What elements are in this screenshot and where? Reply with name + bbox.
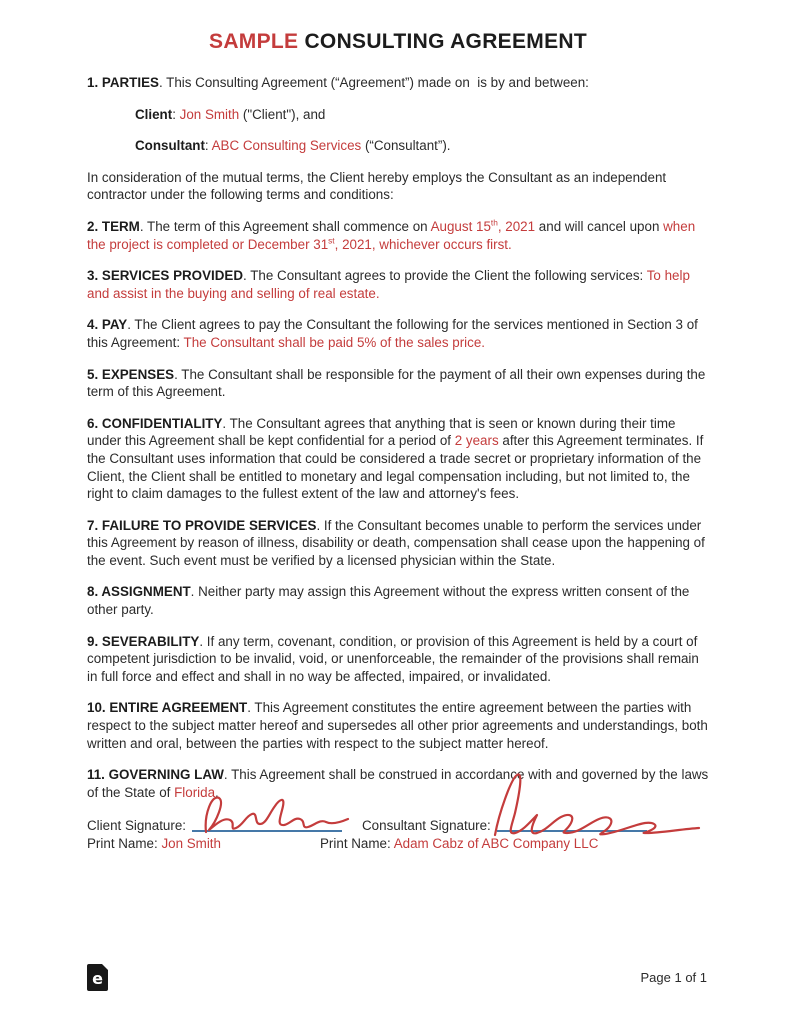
text-run: 3. SERVICES PROVIDED bbox=[87, 268, 244, 284]
paragraph bbox=[87, 415, 709, 503]
text-run: 8. ASSIGNMENT bbox=[87, 584, 191, 600]
paragraph bbox=[87, 316, 709, 351]
text-run: 6. CONFIDENTIALITY bbox=[87, 415, 223, 431]
signature-row bbox=[87, 817, 709, 833]
paragraph bbox=[87, 218, 709, 253]
text-run: after this Agreement terminates. If the Consultant uses information that could be considered a trade secret or proprietary information of the Client, the Client shall be entitled to monetary and legal compensation including, but not limited to, the right to claim damages to the fullest extent of the law and attorney's fees. bbox=[87, 433, 704, 502]
text-run: 11. GOVERNING LAW bbox=[87, 767, 224, 783]
text-run: . This Consulting Agreement (“Agreement”) made on is by and between: bbox=[158, 75, 589, 90]
page-footer bbox=[87, 964, 707, 991]
text-run: . This Agreement constitutes the entire agreement between the parties with respect to the subject matter hereof and supersedes all other prior agreements and understandings, both written and oral, between the parties with respect to the subject matter hereof. bbox=[87, 700, 708, 751]
page-number: Page 1 of 1 bbox=[640, 970, 707, 985]
text-run: 2 years bbox=[454, 433, 499, 449]
text-run: August 15 bbox=[430, 218, 491, 234]
text-run: th bbox=[490, 217, 498, 228]
paragraph bbox=[87, 267, 709, 302]
text-run: . The Consultant agrees to provide the Client the following services: bbox=[243, 268, 647, 284]
text-run: , 2021 bbox=[497, 218, 536, 234]
text-run: 10. ENTIRE AGREEMENT bbox=[87, 700, 248, 716]
title-rest: CONSULTING AGREEMENT bbox=[304, 30, 587, 53]
paragraph bbox=[87, 766, 709, 801]
eforms-document-logo-icon bbox=[87, 964, 108, 991]
logo-letter: e bbox=[92, 969, 103, 988]
text-run: ("Client"), and bbox=[239, 106, 326, 122]
consultant-print-name: Adam Cabz of ABC Company LLC bbox=[393, 836, 599, 852]
text-run: 1. PARTIES bbox=[87, 75, 159, 90]
text-run: . The Client agrees to pay the Consultant the following for the services mentioned in Section 3 of this Agreement: bbox=[87, 317, 698, 350]
client-signature-line bbox=[192, 817, 342, 832]
client-signature-label: Client Signature: bbox=[87, 818, 186, 834]
paragraph bbox=[87, 583, 709, 618]
paragraph bbox=[87, 699, 709, 752]
text-run: Jon Smith bbox=[179, 106, 240, 122]
client-print-name-cell bbox=[87, 836, 320, 851]
paragraph bbox=[87, 169, 709, 204]
text-run: . The Consultant shall be responsible for the payment of all their own expenses during the term of this Agreement. bbox=[87, 366, 706, 400]
client-print-name: Jon Smith bbox=[161, 836, 221, 852]
text-run: st bbox=[328, 235, 335, 246]
text-run: . Neither party may assign this Agreement without the express written consent of the other party. bbox=[87, 584, 690, 618]
paragraph bbox=[87, 633, 709, 686]
text-run: . If the Consultant becomes unable to perform the services under this Agreement by reason of illness, disability or death, compensation shall cease upon the happening of the event. Such event must be verified by a licensed physician within the State. bbox=[87, 517, 705, 568]
text-run: . The Consultant agrees that anything that is seen or known during their time under this Agreement shall be kept confidential for a period of bbox=[87, 415, 676, 449]
document-paragraphs bbox=[87, 74, 709, 801]
client-print-name-label: Print Name: bbox=[87, 836, 158, 852]
consultant-signature-label: Consultant Signature: bbox=[362, 818, 491, 834]
signature-block bbox=[87, 817, 709, 851]
paragraph bbox=[87, 517, 709, 570]
text-run: . If any term, covenant, condition, or provision of this Agreement is held by a court of competent jurisdiction to be invalid, void, or unenforceable, the remainder of the provisions shall remain in full force and effect and shall in no way be affected, impaired, or invalidated. bbox=[87, 633, 699, 684]
consultant-signature-line bbox=[497, 817, 647, 832]
text-run: . The term of this Agreement shall commence on bbox=[139, 218, 431, 234]
consultant-print-name-label: Print Name: bbox=[320, 836, 391, 852]
paragraph bbox=[87, 366, 709, 401]
text-run: 9. SEVERABILITY bbox=[87, 633, 200, 649]
text-run: : bbox=[172, 106, 180, 122]
paragraph bbox=[135, 106, 709, 124]
text-run: : bbox=[204, 138, 212, 154]
text-run: and will cancel upon bbox=[535, 218, 664, 234]
paragraph bbox=[87, 74, 709, 92]
text-run: ABC Consulting Services bbox=[211, 138, 362, 154]
text-run: To help and assist in the buying and selling of real estate. bbox=[87, 268, 690, 301]
text-run: 7. FAILURE TO PROVIDE SERVICES bbox=[87, 517, 317, 533]
text-run: when the project is completed or December 31 bbox=[87, 218, 696, 252]
text-run: 5. EXPENSES bbox=[87, 366, 175, 382]
title-sample-word: SAMPLE bbox=[209, 30, 299, 53]
text-run: In consideration of the mutual terms, the Client hereby employs the Consultant as an independent contractor under the following terms and conditions: bbox=[87, 169, 667, 203]
print-name-row bbox=[87, 836, 709, 851]
text-run: Consultant bbox=[135, 138, 205, 154]
text-run: (“Consultant”). bbox=[361, 138, 451, 154]
text-run: . bbox=[215, 784, 219, 800]
text-run: The Consultant shall be paid 5% of the sales price. bbox=[183, 334, 485, 350]
text-run: Client bbox=[135, 106, 173, 122]
paragraph bbox=[135, 137, 709, 155]
text-run: . This Agreement shall be construed in accordance with and governed by the laws of the State of bbox=[87, 767, 709, 800]
text-run: , 2021, whichever occurs first. bbox=[334, 236, 512, 252]
consultant-print-name-cell bbox=[320, 836, 598, 851]
document-title bbox=[87, 30, 709, 54]
text-run: 2. TERM bbox=[87, 218, 140, 234]
text-run: 4. PAY bbox=[87, 317, 128, 333]
text-run: Florida bbox=[174, 784, 216, 800]
